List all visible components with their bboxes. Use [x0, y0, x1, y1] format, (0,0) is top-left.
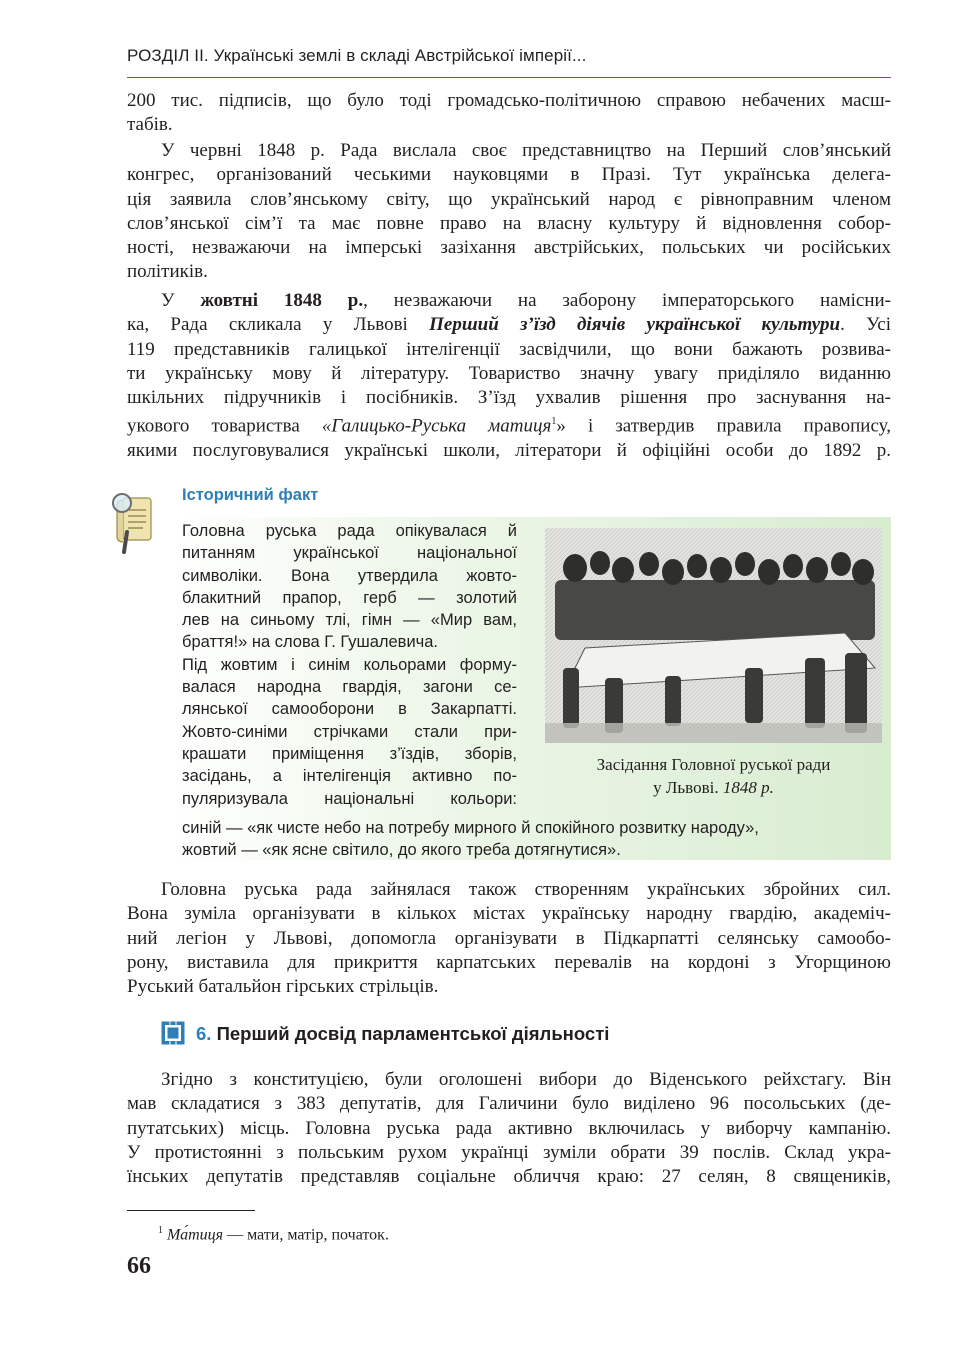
paragraph-continuation — [127, 89, 891, 138]
section-title: Перший досвід парламентської діяльності — [216, 1023, 610, 1044]
text-run: , незважаючи на заборону імператорського намісни- — [363, 290, 892, 311]
text-run: ка, Рада скликала у Львові — [127, 314, 430, 336]
text-line: табів. — [127, 114, 173, 136]
section-number: 6. — [196, 1023, 212, 1044]
footnote-term: Ма́тиця — [167, 1226, 224, 1244]
text-line: 119 представників галицької інтелігенції засвідчили, що вони бажають розвива- — [127, 338, 891, 360]
text-line: лянської самооборони в Закарпатті. — [182, 700, 517, 719]
scroll-magnifier-icon — [105, 488, 161, 554]
text-line: У протистоянні з польським рухом українці зуміли обрати 39 послів. Склад укра- — [127, 1141, 891, 1163]
text-line: блакитний прапор, герб — золотий — [182, 588, 517, 607]
caption-date: 1848 р. — [722, 778, 774, 797]
text-line: рону, виставила для прикриття карпатських перевалів на кордоні з Угорщиною — [127, 951, 891, 973]
text-run: . Усі — [840, 314, 891, 336]
paragraph-prague-congress — [127, 139, 891, 285]
paragraph-armed-forces — [127, 878, 891, 999]
footnote-definition: — мати, матір, початок. — [223, 1226, 389, 1244]
text-line: Під жовтим і синім кольорами форму- — [182, 655, 517, 674]
text-line — [127, 289, 891, 313]
text-line: ний легіон у Львові, допомогла організувати в Підкарпатті селянську самообо- — [127, 927, 891, 949]
text-line: браття!» на слова Г. Гушалевича. — [182, 633, 439, 652]
historical-fact-text-wide — [182, 817, 882, 862]
text-line: крашати приміщення з’їздів, зборів, — [182, 744, 517, 763]
text-line: питанням української національної — [182, 544, 517, 563]
caption-line: Засідання Головної руської ради — [596, 755, 831, 774]
term-bold-italic: Перший з’їзд діячів української культури — [429, 314, 841, 336]
text-line: У червні 1848 р. Рада вислала своє представництво на Перший слов’янський — [161, 140, 891, 161]
text-line: якими послуговувалися українські школи, літератори й офіційні особи до 1892 р. — [127, 440, 891, 462]
header-rule — [127, 77, 891, 78]
meeting-engraving — [545, 528, 882, 743]
text-run: укового товариства — [127, 415, 322, 437]
text-line: ти українську мову й літературу. Товариство значну увагу приділяло виданню — [127, 362, 891, 384]
date-bold: жовтні 1848 р. — [200, 290, 364, 311]
historical-fact-title: Історичний факт — [182, 486, 319, 504]
text-line: Вона зуміла організувати в кількох містах українську народну гвардію, академіч- — [127, 903, 891, 925]
text-line: ція заявила слов’янському світу, що український народ є рівноправним членом — [127, 188, 891, 210]
text-line: жовтий — «як ясне світило, до якого треба дотягнутися». — [182, 841, 621, 860]
text-line: мав складатися з 383 депутатів, для Галичини було виділено 96 посольських (де- — [127, 1093, 891, 1115]
footnote-rule — [127, 1210, 255, 1211]
footnote-ref[interactable]: 1 — [551, 416, 557, 428]
text-line: засідань, а інтелігенція активно по- — [182, 767, 517, 786]
text-line: Головна руська рада зайнялася також створенням українських збройних сил. — [161, 879, 891, 900]
text-line: символіки. Вона утвердила жовто- — [182, 566, 517, 585]
caption-line: у Львові. — [653, 778, 723, 797]
text-line: їнських депутатів представляв соціальне обличчя краю: 27 селян, 8 священиків, — [127, 1166, 891, 1188]
text-line: Жовто-синіми стрічками стали при- — [182, 722, 517, 741]
text-line: лев на синьому тлі, гімн — «Мир вам, — [182, 611, 517, 630]
footnote-mark: 1 — [158, 1225, 163, 1236]
page-number: 66 — [127, 1253, 151, 1279]
text-line — [127, 313, 891, 337]
text-line: Головна руська рада опікувалася й — [182, 522, 517, 540]
text-line: політиків. — [127, 261, 208, 283]
text-line: слов’янської сім’ї та має повне право на власну культуру й відновлення собор- — [127, 212, 891, 234]
chip-square-icon — [161, 1021, 185, 1045]
text-line: ності, незважаючи на імперські зазіхання австрійських, польських чи російських — [127, 237, 891, 259]
text-line — [127, 410, 891, 439]
text-line: синій — «як чисте небо на потребу мирного й спокійного розвитку народу», — [182, 819, 759, 837]
text-line: конгрес, організований чеськими науковцями в Празі. Тут українська делега- — [127, 164, 891, 186]
text-line: шкільних підручників і посібників. З’їзд ухвалив рішення про заснування на- — [127, 387, 891, 409]
section-heading — [196, 1023, 609, 1045]
text-line: пуляризувала національні кольори: — [182, 789, 517, 808]
text-line: путатських) місць. Головна руська рада активно включилась у виборчу кампанію. — [127, 1117, 891, 1139]
historical-fact-text — [182, 520, 517, 810]
illustration-caption — [545, 753, 882, 799]
paragraph-elections — [127, 1068, 891, 1189]
running-head: РОЗДІЛ ІІ. Українські землі в складі Австрійської імперії... — [127, 46, 587, 65]
text-run: » і затвердив правила правопису, — [556, 415, 891, 437]
text-line: валася народна гвардія, загони се- — [182, 678, 517, 697]
text-line: Згідно з конституцією, були оголошені вибори до Віденського рейхстагу. Він — [161, 1069, 891, 1090]
footnote — [158, 1225, 389, 1244]
paragraph-congress-of-culture — [127, 289, 891, 463]
text-line: 200 тис. підписів, що було тоді громадсько-політичною справою небачених масш- — [127, 90, 891, 111]
text-run: У — [161, 290, 201, 311]
term-italic: «Галицько-Руська матиця — [321, 415, 552, 437]
engraving-illustration — [545, 528, 882, 743]
text-line: Руський батальйон гірських стрільців. — [127, 976, 439, 998]
